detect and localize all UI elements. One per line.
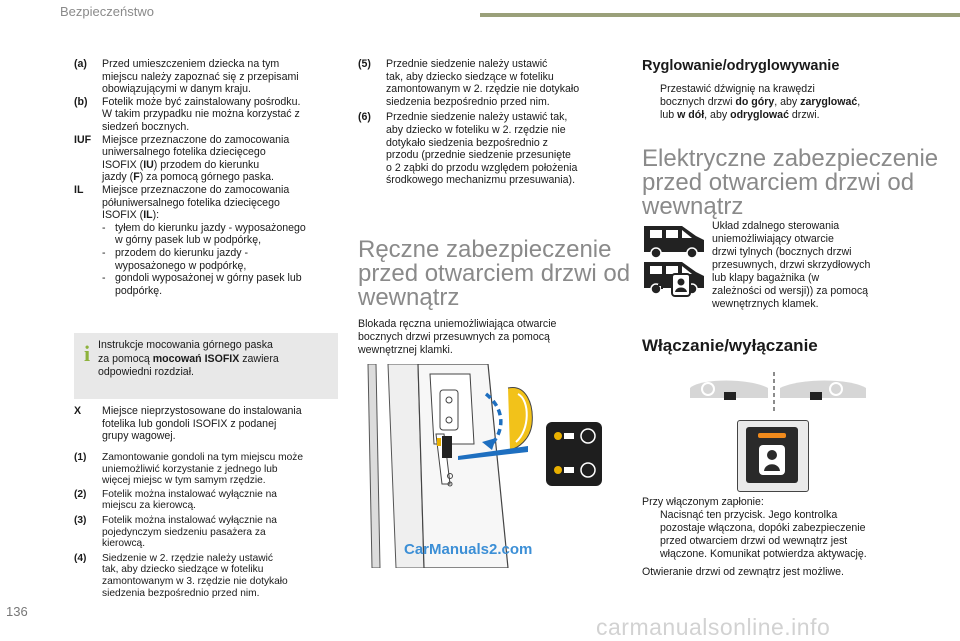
footnote-4: (4) Siedzenie w 2. rzędzie należy ustawić tak, aby dziecko siedzące w foteliku zamontowanym w 3. rzędzie nie dotykało siedzenia bezpośrednio przed nim. (74, 552, 288, 599)
footnote-2: (2) Fotelik można instalować wyłącznie na miejscu za kierowcą. (74, 488, 277, 512)
legend-item-a (74, 58, 340, 96)
child-lock-icon (654, 272, 694, 298)
il-subitem: - przodem do kierunku jazdy - wyposażonego w podpórkę, (102, 246, 249, 272)
section-title: Bezpieczeństwo (60, 4, 154, 19)
legend-item-il (74, 184, 340, 222)
site-watermark: carmanualsonline.info (596, 614, 831, 640)
footnote-1: (1) Zamontowanie gondoli na tym miejscu może uniemożliwić korzystanie z jednego lub więcej miejsc w tym samym rzędzie. (74, 452, 304, 487)
electric-lock-text: Układ zdalnego sterowania uniemożliwiający otwarcie drzwi tylnych (bocznych drzwi przesuwnych, drzwi skrzydłowych lub klapy bagażnika (w zależności od wersji)) za pomocą wewnętrznych klamek. (712, 220, 871, 310)
legend-item-x: X Miejsce nieprzystosowane do instalowania fotelika lub gondoli ISOFIX z podanej grupy wagowej. (74, 405, 302, 443)
ignition-text: Przy włączonym zapłonie: (642, 496, 764, 508)
lock-unlock-bullet: Przestawić dźwignię na krawędzi bocznych drzwi do góry, aby zaryglować, lub w dół, aby odryglować drzwi. (660, 83, 861, 121)
indicator-lamp (758, 433, 786, 438)
button-face (746, 427, 798, 483)
legend-key: IUF (74, 133, 92, 146)
legend-text: Miejsce przeznaczone do zamocowania uniwersalnego fotelika dziecięcego ISOFIX (IU) przodem do kierunku jazdy (F) za pomocą górnego paska. (102, 133, 290, 184)
electric-lock-title: Elektryczne zabezpieczenie przed otwarciem drzwi od wewnątrz (642, 145, 939, 220)
page-number: 136 (6, 604, 28, 619)
manual-lock-text: Blokada ręczna uniemożliwiająca otwarcie bocznych drzwi przesuwnych za pomocą wewnętrznej klamki. (358, 318, 557, 356)
column-1 (74, 58, 340, 297)
legend-key: (b) (74, 95, 88, 108)
il-subitem: - tyłem do kierunku jazdy - wyposażonego w górny pasek lub w podpórkę, (102, 221, 306, 247)
legend-item-iuf (74, 134, 340, 184)
header-rule (480, 13, 960, 17)
manual-lock-title: Ręczne zabezpieczenie przed otwarciem drzwi od wewnątrz (358, 236, 631, 311)
door-lock-figure (358, 364, 618, 568)
on-off-title: Włączanie/wyłączanie (642, 336, 818, 355)
legend-text: Przed umieszczeniem dziecka na tym miejscu należy zapoznać się z przepisami obowiązującymi w danym kraju. (102, 58, 299, 96)
dashboard-figure (690, 372, 866, 412)
info-icon: i (84, 341, 91, 366)
il-subitem: - gondoli wyposażonej w górny pasek lub podpórkę. (102, 272, 302, 297)
column-2 (358, 58, 626, 187)
info-box (74, 333, 338, 399)
footnote-5: (5) Przednie siedzenie należy ustawić tak, aby dziecko siedzące w foteliku zamontowanym w 2. rzędzie nie dotykało siedzenia bezpośrednio przed nim. (358, 58, 580, 108)
lock-unlock-title: Ryglowanie/odryglowywanie (642, 58, 840, 74)
footnote-3: (3) Fotelik można instalować wyłącznie na pojedynczym siedzeniu pasażera za kierowcą. (74, 514, 277, 550)
x-legend (74, 405, 340, 443)
child-lock-icon (756, 443, 788, 477)
info-text: Instrukcje mocowania górnego paska za pomocą mocowań ISOFIX zawiera odpowiedni rozdział. (98, 339, 279, 379)
child-lock-button-figure (737, 420, 809, 492)
footnote-6: (6) Przednie siedzenie należy ustawić tak, aby dziecko w foteliku w 2. rzędzie nie dotykało siedzenia bezpośrednio z przodu (przednie siedzenie przesunięte o 2 ząbki do przodu względem położenia środkowego mechanizmu przesuwania). (358, 111, 578, 187)
outside-open-text: Otwieranie drzwi od zewnątrz jest możliwe. (642, 566, 844, 578)
legend-key: IL (74, 183, 84, 196)
legend-key: (a) (74, 58, 87, 70)
press-button-bullet: Nacisnąć ten przycisk. Jego kontrolka pozostaje włączona, dopóki zabezpieczenie przed otwarciem drzwi od wewnątrz jest włączone. Komunikat potwierdza aktywację. (660, 509, 867, 560)
footnotes-1 (74, 452, 340, 599)
legend-text: Fotelik może być zainstalowany pośrodku. W takim przypadku nie można korzystać z siedzeń bocznych. (102, 95, 301, 133)
legend-item-b (74, 96, 340, 134)
legend-text: Miejsce przeznaczone do zamocowania półuniwersalnego fotelika dziecięcego ISOFIX (IL): (102, 183, 290, 222)
figure-watermark: CarManuals2.com (404, 541, 533, 558)
